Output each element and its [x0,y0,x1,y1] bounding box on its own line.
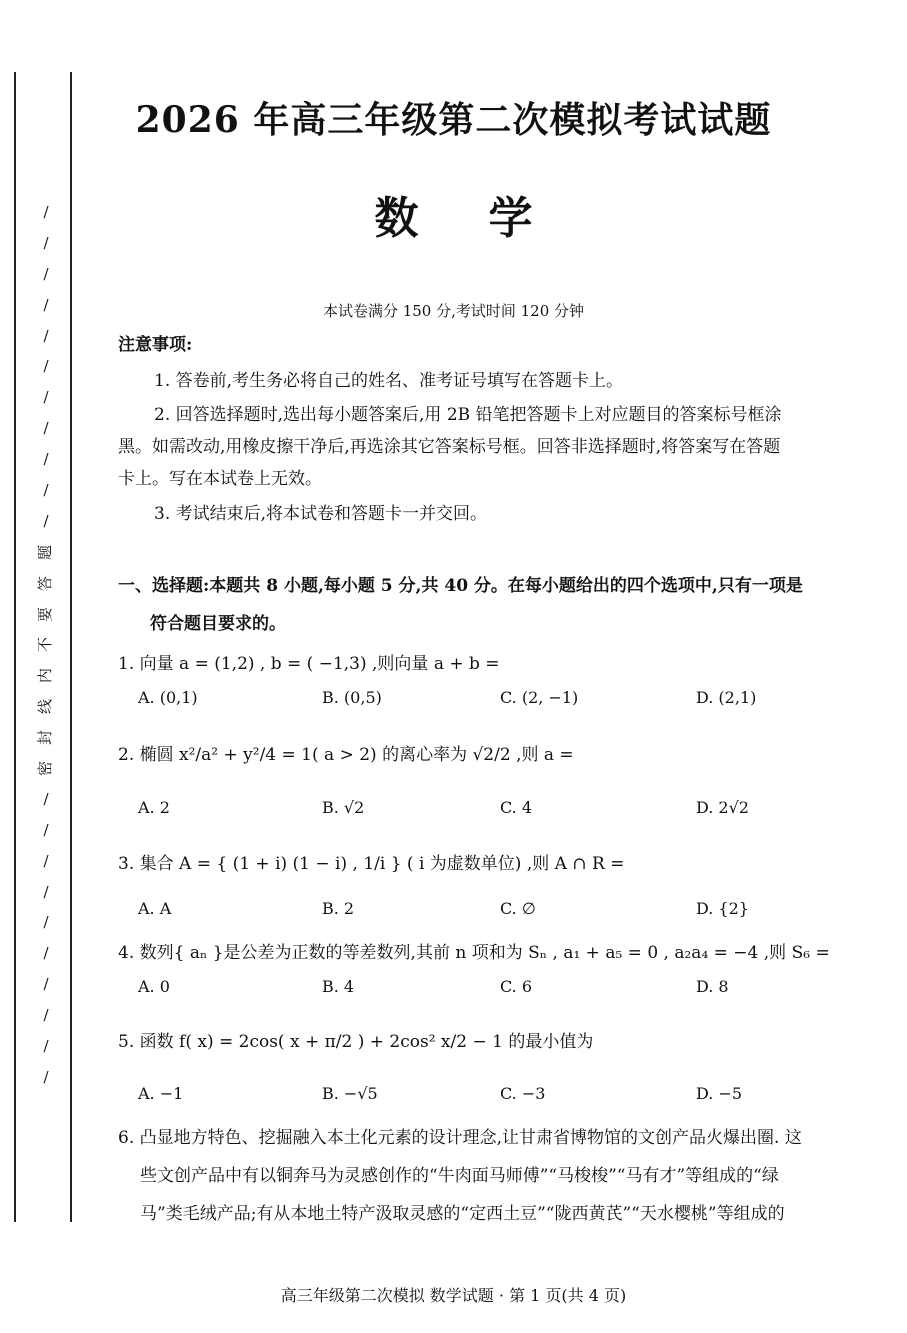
section-heading-line-2: 符合题目要求的。 [150,614,286,634]
question-6-line-1: 6. 凸显地方特色、挖掘融入本土化元素的设计理念,让甘肃省博物馆的文创产品火爆出圈. 这 [118,1128,802,1148]
option-b: B. 4 [322,977,355,996]
option-c: C. (2, −1) [500,688,579,707]
question-5-options [138,1084,858,1108]
option-a: A. 2 [138,798,170,817]
option-a: A. −1 [138,1084,184,1103]
question-1-options [138,688,858,712]
option-a: A. A [138,899,172,918]
option-c: C. 6 [500,977,533,996]
seal-char: 不 [36,637,55,653]
notice-item-2-line-2: 黑。如需改动,用橡皮擦干净后,再选涂其它答案标号框。回答非选择题时,将答案写在答题 [118,437,781,457]
exam-meta: 本试卷满分 150 分,考试时间 120 分钟 [322,302,585,320]
seal-char: 封 [36,730,55,746]
option-a: A. 0 [138,977,170,996]
question-6-line-2: 些文创产品中有以铜奔马为灵感创作的“牛肉面马师傅”“马梭梭”“马有才”等组成的“绿 [140,1166,779,1186]
option-b: B. √2 [322,798,365,817]
option-d: D. {2} [696,899,749,918]
option-d: D. (2,1) [696,688,757,707]
seal-char: 要 [36,606,55,622]
option-d: D. −5 [696,1084,743,1103]
notice-item-3: 3. 考试结束后,将本试卷和答题卡一并交回。 [154,504,488,524]
seal-char: 线 [36,699,55,715]
question-6-line-3: 马”类毛绒产品;有从本地土特产汲取灵感的“定西土豆”“陇西黄芪”“天水樱桃”等组成的 [140,1204,785,1224]
seal-char: 密 [36,761,55,777]
option-c: C. 4 [500,798,533,817]
option-c: C. ∅ [500,899,536,918]
notice-item-2-line-3: 卡上。写在本试卷上无效。 [118,469,322,489]
option-b: B. 2 [322,899,355,918]
question-2-options [138,798,858,822]
option-d: D. 8 [696,977,729,996]
option-c: C. −3 [500,1084,546,1103]
seal-char: 内 [36,668,55,684]
seal-column: / / / / / / / / / / / 题 答 要 不 内 线 封 密 / / / / / / / / / / [36,203,55,1086]
option-b: B. −√5 [322,1084,378,1103]
notice-item-2-line-1: 2. 回答选择题时,选出每小题答案后,用 2B 铅笔把答题卡上对应题目的答案标号框涂 [154,405,782,425]
notice-item-1: 1. 答卷前,考生务必将自己的姓名、准考证号填写在答题卡上。 [154,371,624,391]
option-b: B. (0,5) [322,688,382,707]
option-a: A. (0,1) [138,688,198,707]
exam-title: 2026 年高三年级第二次模拟考试试题 [135,99,772,141]
notice-heading: 注意事项: [118,335,193,355]
section-heading-line-1: 一、选择题:本题共 8 小题,每小题 5 分,共 40 分。在每小题给出的四个选项中,只有一项是 [118,576,803,596]
page-footer: 高三年级第二次模拟 数学试题 · 第 1 页(共 4 页) [280,1286,627,1305]
option-d: D. 2√2 [696,798,749,817]
seal-char: 答 [36,575,55,591]
question-3-options [138,899,858,923]
question-4-options [138,977,858,1001]
seal-char: 题 [36,544,55,560]
subject-title: 数学 [374,193,603,244]
